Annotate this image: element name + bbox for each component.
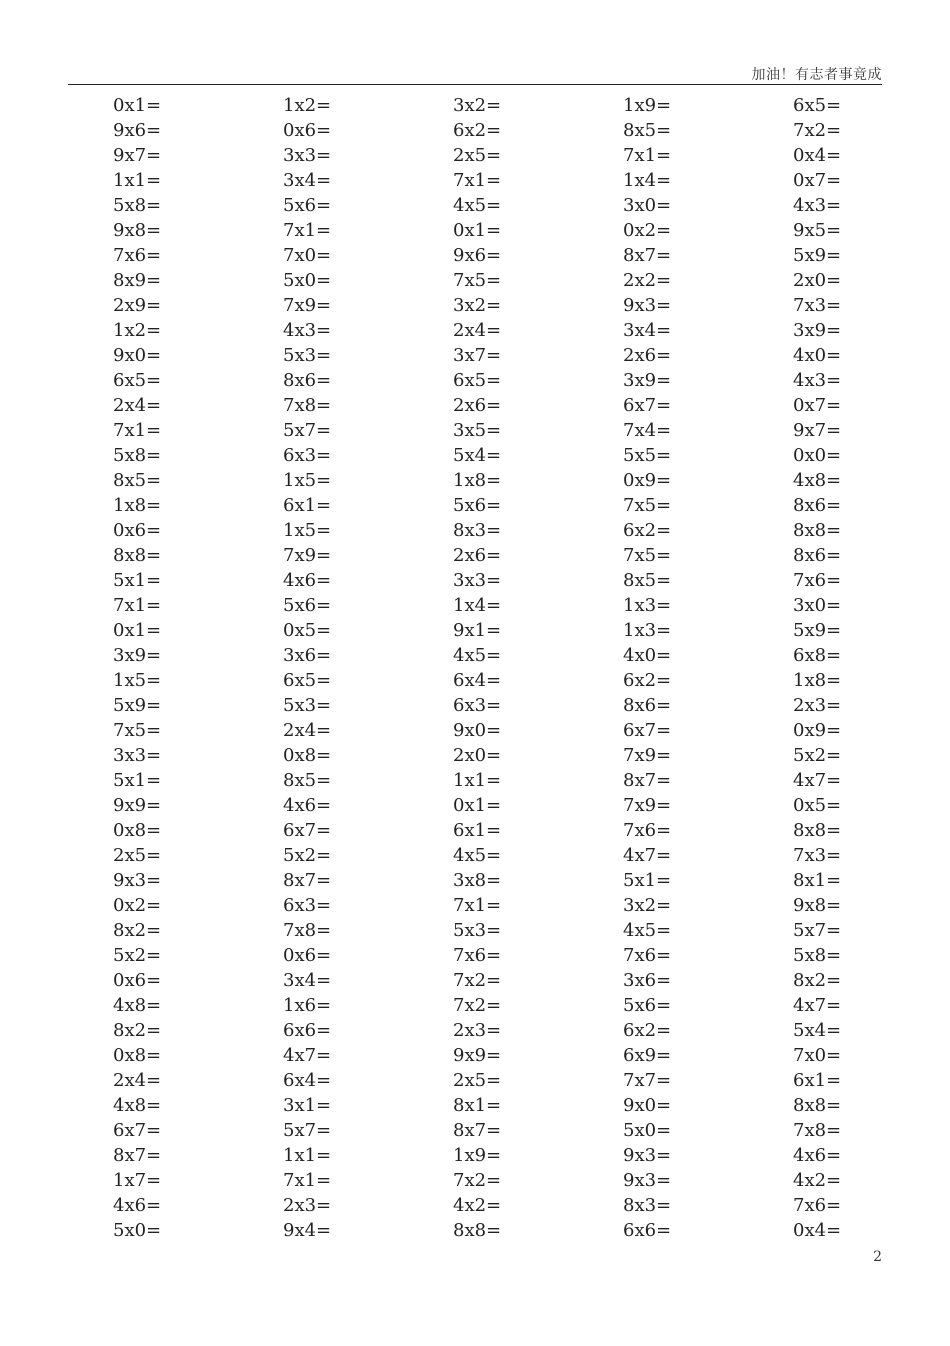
problem-cell: 7x6= [113, 245, 162, 266]
problem-cell: 7x9= [623, 745, 672, 766]
problem-cell: 8x7= [283, 870, 332, 891]
problem-cell: 5x9= [793, 620, 842, 641]
problem-cell: 4x6= [283, 570, 332, 591]
problem-cell: 8x8= [793, 820, 842, 841]
problem-cell: 3x5= [453, 420, 502, 441]
page-number: 2 [873, 1249, 882, 1265]
problem-cell: 9x1= [453, 620, 502, 641]
problem-cell: 5x6= [283, 595, 332, 616]
problem-cell: 0x6= [113, 520, 162, 541]
problem-cell: 1x8= [113, 495, 162, 516]
problem-cell: 3x4= [283, 970, 332, 991]
problem-cell: 0x1= [453, 220, 502, 241]
problem-cell: 0x8= [113, 820, 162, 841]
problem-cell: 1x9= [623, 95, 672, 116]
problem-cell: 7x1= [283, 220, 332, 241]
problem-cell: 9x9= [453, 1045, 502, 1066]
problem-cell: 0x5= [283, 620, 332, 641]
header-motto: 加油！有志者事竟成 [751, 67, 882, 83]
problem-cell: 4x8= [793, 470, 842, 491]
problem-cell: 5x5= [623, 445, 672, 466]
problem-cell: 6x4= [283, 1070, 332, 1091]
problem-cell: 7x9= [623, 795, 672, 816]
problem-cell: 5x8= [793, 945, 842, 966]
problem-cell: 3x9= [623, 370, 672, 391]
problem-cell: 0x6= [283, 945, 332, 966]
problem-cell: 4x5= [453, 195, 502, 216]
problem-cell: 8x2= [793, 970, 842, 991]
problem-cell: 5x2= [283, 845, 332, 866]
problem-cell: 6x1= [453, 820, 502, 841]
problem-cell: 2x5= [113, 845, 162, 866]
problem-cell: 3x6= [283, 645, 332, 666]
problem-cell: 7x2= [453, 1170, 502, 1191]
problem-cell: 7x6= [793, 1195, 842, 1216]
problem-cell: 3x3= [113, 745, 162, 766]
problem-cell: 4x7= [793, 995, 842, 1016]
problem-cell: 0x1= [113, 95, 162, 116]
problem-cell: 7x1= [283, 1170, 332, 1191]
problem-cell: 1x2= [113, 320, 162, 341]
problem-cell: 7x6= [623, 945, 672, 966]
problem-cell: 8x6= [623, 695, 672, 716]
problem-cell: 5x7= [793, 920, 842, 941]
problem-cell: 3x8= [453, 870, 502, 891]
problem-cell: 7x0= [793, 1045, 842, 1066]
problem-cell: 7x5= [623, 495, 672, 516]
problem-cell: 1x7= [113, 1170, 162, 1191]
problem-cell: 0x2= [623, 220, 672, 241]
problem-cell: 6x3= [283, 895, 332, 916]
problem-cell: 3x4= [283, 170, 332, 191]
problem-cell: 8x1= [453, 1095, 502, 1116]
problem-cell: 5x4= [453, 445, 502, 466]
problem-cell: 8x2= [113, 920, 162, 941]
problem-cell: 5x6= [283, 195, 332, 216]
problem-cell: 4x7= [623, 845, 672, 866]
problem-cell: 2x3= [453, 1020, 502, 1041]
problem-cell: 1x5= [113, 670, 162, 691]
problem-cell: 1x6= [283, 995, 332, 1016]
problem-cell: 5x6= [453, 495, 502, 516]
problem-cell: 5x8= [113, 195, 162, 216]
problem-cell: 4x0= [623, 645, 672, 666]
problem-cell: 4x3= [793, 370, 842, 391]
problem-cell: 9x8= [793, 895, 842, 916]
problem-cell: 8x2= [113, 1020, 162, 1041]
problem-cell: 6x2= [623, 520, 672, 541]
problem-cell: 2x4= [283, 720, 332, 741]
problem-cell: 9x6= [113, 120, 162, 141]
problem-cell: 8x8= [113, 545, 162, 566]
problem-cell: 9x9= [113, 795, 162, 816]
problem-cell: 8x5= [283, 770, 332, 791]
problem-cell: 3x9= [793, 320, 842, 341]
problem-cell: 7x0= [283, 245, 332, 266]
problem-cell: 4x5= [453, 845, 502, 866]
problem-cell: 1x9= [453, 1145, 502, 1166]
problem-cell: 0x6= [113, 970, 162, 991]
problem-cell: 5x1= [113, 770, 162, 791]
problem-cell: 7x6= [453, 945, 502, 966]
problem-cell: 0x7= [793, 170, 842, 191]
problem-cell: 9x8= [113, 220, 162, 241]
problem-cell: 3x0= [623, 195, 672, 216]
problem-cell: 4x3= [793, 195, 842, 216]
problem-cell: 9x5= [793, 220, 842, 241]
problem-cell: 0x0= [793, 445, 842, 466]
problem-cell: 7x4= [623, 420, 672, 441]
problem-cell: 8x8= [453, 1220, 502, 1241]
problem-cell: 7x2= [453, 970, 502, 991]
problem-cell: 6x3= [283, 445, 332, 466]
problem-cell: 5x1= [113, 570, 162, 591]
problem-cell: 0x8= [283, 745, 332, 766]
problem-cell: 1x8= [453, 470, 502, 491]
problem-cell: 4x3= [283, 320, 332, 341]
problem-cell: 4x0= [793, 345, 842, 366]
problem-cell: 6x6= [623, 1220, 672, 1241]
problem-cell: 6x5= [113, 370, 162, 391]
problem-cell: 2x0= [793, 270, 842, 291]
problem-cell: 3x4= [623, 320, 672, 341]
problem-cell: 1x1= [453, 770, 502, 791]
problem-cell: 6x6= [283, 1020, 332, 1041]
problem-cell: 4x6= [283, 795, 332, 816]
problem-cell: 5x8= [113, 445, 162, 466]
problem-cell: 8x8= [793, 520, 842, 541]
problem-cell: 8x6= [283, 370, 332, 391]
problem-cell: 9x3= [623, 295, 672, 316]
problem-cell: 2x5= [453, 1070, 502, 1091]
problem-cell: 3x9= [113, 645, 162, 666]
problem-cell: 2x3= [793, 695, 842, 716]
problem-cell: 5x9= [113, 695, 162, 716]
problem-cell: 2x4= [113, 1070, 162, 1091]
problem-cell: 6x9= [623, 1045, 672, 1066]
problem-cell: 8x7= [623, 770, 672, 791]
problem-cell: 8x3= [453, 520, 502, 541]
problem-cell: 9x3= [623, 1170, 672, 1191]
problem-cell: 7x2= [453, 995, 502, 1016]
problem-cell: 9x0= [623, 1095, 672, 1116]
problem-cell: 3x7= [453, 345, 502, 366]
problem-cell: 1x3= [623, 595, 672, 616]
problem-cell: 5x2= [113, 945, 162, 966]
problem-cell: 7x8= [283, 395, 332, 416]
problem-cell: 7x5= [113, 720, 162, 741]
problem-cell: 4x5= [623, 920, 672, 941]
problem-cell: 5x0= [623, 1120, 672, 1141]
problem-cell: 1x5= [283, 470, 332, 491]
problem-cell: 1x2= [283, 95, 332, 116]
problem-cell: 7x1= [623, 145, 672, 166]
problem-cell: 4x8= [113, 1095, 162, 1116]
problem-cell: 5x4= [793, 1020, 842, 1041]
problem-cell: 3x2= [453, 295, 502, 316]
problem-cell: 1x1= [283, 1145, 332, 1166]
problem-cell: 3x2= [623, 895, 672, 916]
problem-cell: 6x1= [793, 1070, 842, 1091]
problem-cell: 5x1= [623, 870, 672, 891]
problem-cell: 9x3= [623, 1145, 672, 1166]
problem-cell: 0x9= [793, 720, 842, 741]
problem-cell: 8x6= [793, 545, 842, 566]
problem-cell: 6x5= [453, 370, 502, 391]
problem-cell: 0x4= [793, 145, 842, 166]
problem-cell: 1x5= [283, 520, 332, 541]
problem-cell: 9x7= [793, 420, 842, 441]
header-divider [68, 84, 882, 85]
problem-cell: 0x8= [113, 1045, 162, 1066]
problem-cell: 3x3= [453, 570, 502, 591]
problem-cell: 7x8= [283, 920, 332, 941]
problem-cell: 7x3= [793, 845, 842, 866]
problem-cell: 4x6= [113, 1195, 162, 1216]
problem-cell: 2x0= [453, 745, 502, 766]
problem-cell: 7x1= [453, 170, 502, 191]
problem-cell: 7x7= [623, 1070, 672, 1091]
problem-cell: 6x7= [283, 820, 332, 841]
problem-cell: 7x5= [453, 270, 502, 291]
problem-cell: 6x5= [283, 670, 332, 691]
problem-cell: 5x7= [283, 1120, 332, 1141]
problem-cell: 6x2= [453, 120, 502, 141]
problem-cell: 6x3= [453, 695, 502, 716]
problem-cell: 2x4= [113, 395, 162, 416]
problem-cell: 7x9= [283, 545, 332, 566]
problem-cell: 0x4= [793, 1220, 842, 1241]
problem-cell: 8x5= [113, 470, 162, 491]
problem-cell: 4x8= [113, 995, 162, 1016]
problem-cell: 3x6= [623, 970, 672, 991]
problem-cell: 2x2= [623, 270, 672, 291]
problem-cell: 6x4= [453, 670, 502, 691]
problem-cell: 6x7= [113, 1120, 162, 1141]
problem-cell: 8x5= [623, 570, 672, 591]
problem-cell: 8x3= [623, 1195, 672, 1216]
problem-cell: 9x6= [453, 245, 502, 266]
problem-cell: 1x1= [113, 170, 162, 191]
problem-cell: 2x6= [453, 545, 502, 566]
problem-cell: 1x4= [453, 595, 502, 616]
problem-cell: 8x7= [623, 245, 672, 266]
problem-cell: 8x9= [113, 270, 162, 291]
problem-cell: 5x3= [283, 695, 332, 716]
problem-cell: 6x1= [283, 495, 332, 516]
problem-cell: 9x3= [113, 870, 162, 891]
problem-cell: 4x6= [793, 1145, 842, 1166]
problem-cell: 7x9= [283, 295, 332, 316]
problem-cell: 3x2= [453, 95, 502, 116]
problem-cell: 8x6= [793, 495, 842, 516]
problem-cell: 7x5= [623, 545, 672, 566]
problem-cell: 9x0= [113, 345, 162, 366]
problem-cell: 7x8= [793, 1120, 842, 1141]
problem-cell: 6x8= [793, 645, 842, 666]
problem-cell: 5x3= [283, 345, 332, 366]
problem-cell: 5x0= [283, 270, 332, 291]
problem-cell: 7x6= [793, 570, 842, 591]
problem-cell: 2x6= [623, 345, 672, 366]
problem-cell: 7x1= [453, 895, 502, 916]
problem-cell: 2x3= [283, 1195, 332, 1216]
problem-cell: 0x2= [113, 895, 162, 916]
problem-cell: 5x9= [793, 245, 842, 266]
problem-cell: 0x9= [623, 470, 672, 491]
problem-cell: 1x8= [793, 670, 842, 691]
problem-cell: 4x5= [453, 645, 502, 666]
problem-cell: 0x1= [113, 620, 162, 641]
problem-cell: 2x9= [113, 295, 162, 316]
problem-cell: 9x4= [283, 1220, 332, 1241]
problem-cell: 8x8= [793, 1095, 842, 1116]
problem-cell: 8x5= [623, 120, 672, 141]
problem-cell: 8x7= [113, 1145, 162, 1166]
problem-cell: 0x6= [283, 120, 332, 141]
problem-cell: 0x1= [453, 795, 502, 816]
problem-cell: 3x0= [793, 595, 842, 616]
problem-cell: 1x3= [623, 620, 672, 641]
problem-cell: 6x5= [793, 95, 842, 116]
problem-cell: 3x3= [283, 145, 332, 166]
problem-cell: 1x4= [623, 170, 672, 191]
problem-cell: 6x7= [623, 720, 672, 741]
problem-cell: 2x6= [453, 395, 502, 416]
problem-cell: 7x2= [793, 120, 842, 141]
problem-cell: 7x1= [113, 595, 162, 616]
problem-cell: 5x7= [283, 420, 332, 441]
problem-cell: 8x7= [453, 1120, 502, 1141]
problem-cell: 7x3= [793, 295, 842, 316]
problem-cell: 5x6= [623, 995, 672, 1016]
problem-cell: 9x7= [113, 145, 162, 166]
problem-cell: 6x7= [623, 395, 672, 416]
problem-cell: 3x1= [283, 1095, 332, 1116]
problem-cell: 4x7= [793, 770, 842, 791]
problem-cell: 4x7= [283, 1045, 332, 1066]
problem-cell: 9x0= [453, 720, 502, 741]
problem-cell: 7x6= [623, 820, 672, 841]
problem-cell: 2x5= [453, 145, 502, 166]
problem-grid [113, 93, 893, 1243]
problem-cell: 7x1= [113, 420, 162, 441]
problem-cell: 4x2= [793, 1170, 842, 1191]
problem-cell: 5x2= [793, 745, 842, 766]
problem-cell: 0x7= [793, 395, 842, 416]
problem-cell: 6x2= [623, 670, 672, 691]
problem-cell: 0x5= [793, 795, 842, 816]
problem-cell: 5x0= [113, 1220, 162, 1241]
problem-cell: 6x2= [623, 1020, 672, 1041]
problem-cell: 4x2= [453, 1195, 502, 1216]
problem-cell: 2x4= [453, 320, 502, 341]
problem-cell: 8x1= [793, 870, 842, 891]
problem-cell: 5x3= [453, 920, 502, 941]
